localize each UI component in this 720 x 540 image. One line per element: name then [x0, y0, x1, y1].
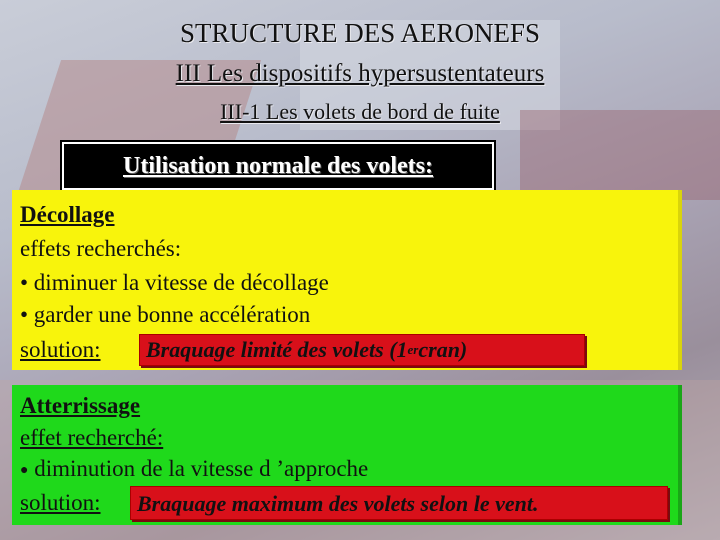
landing-solution-box — [130, 486, 668, 520]
usage-heading: Utilisation normale des volets: — [123, 152, 433, 179]
section-title: III Les dispositifs hypersustentateurs — [175, 60, 545, 87]
takeoff-solution-sup: er — [407, 342, 419, 357]
takeoff-solution-box — [139, 334, 585, 366]
landing-solution-text: Braquage maximum des volets selon le vent. — [137, 490, 539, 516]
slide-title: STRUCTURE DES AERONEFS — [179, 18, 541, 48]
takeoff-bullet-2: • garder une bonne accélération — [20, 302, 311, 327]
subsection-title: III-1 Les volets de bord de fuite — [220, 99, 500, 124]
landing-solution-label: solution: — [20, 490, 101, 515]
takeoff-solution-text: Braquage limité des volets (1 — [146, 337, 408, 362]
bullet-dot-icon: ● — [20, 463, 29, 478]
takeoff-effects-label: effets recherchés: — [20, 236, 182, 261]
takeoff-panel — [12, 190, 682, 370]
takeoff-bullet-1: • diminuer la vitesse de décollage — [20, 270, 329, 295]
usage-heading-box — [62, 142, 494, 190]
landing-title: Atterrissage — [20, 393, 141, 418]
takeoff-solution-text-end: cran) — [418, 337, 468, 362]
landing-bullet — [20, 452, 368, 487]
landing-effect-label: effet recherché: — [20, 425, 164, 450]
takeoff-solution-label: solution: — [20, 337, 101, 362]
landing-panel — [12, 385, 682, 525]
landing-bullet-text: diminution de la vitesse d ’approche — [28, 456, 369, 481]
takeoff-title: Décollage — [20, 202, 115, 227]
